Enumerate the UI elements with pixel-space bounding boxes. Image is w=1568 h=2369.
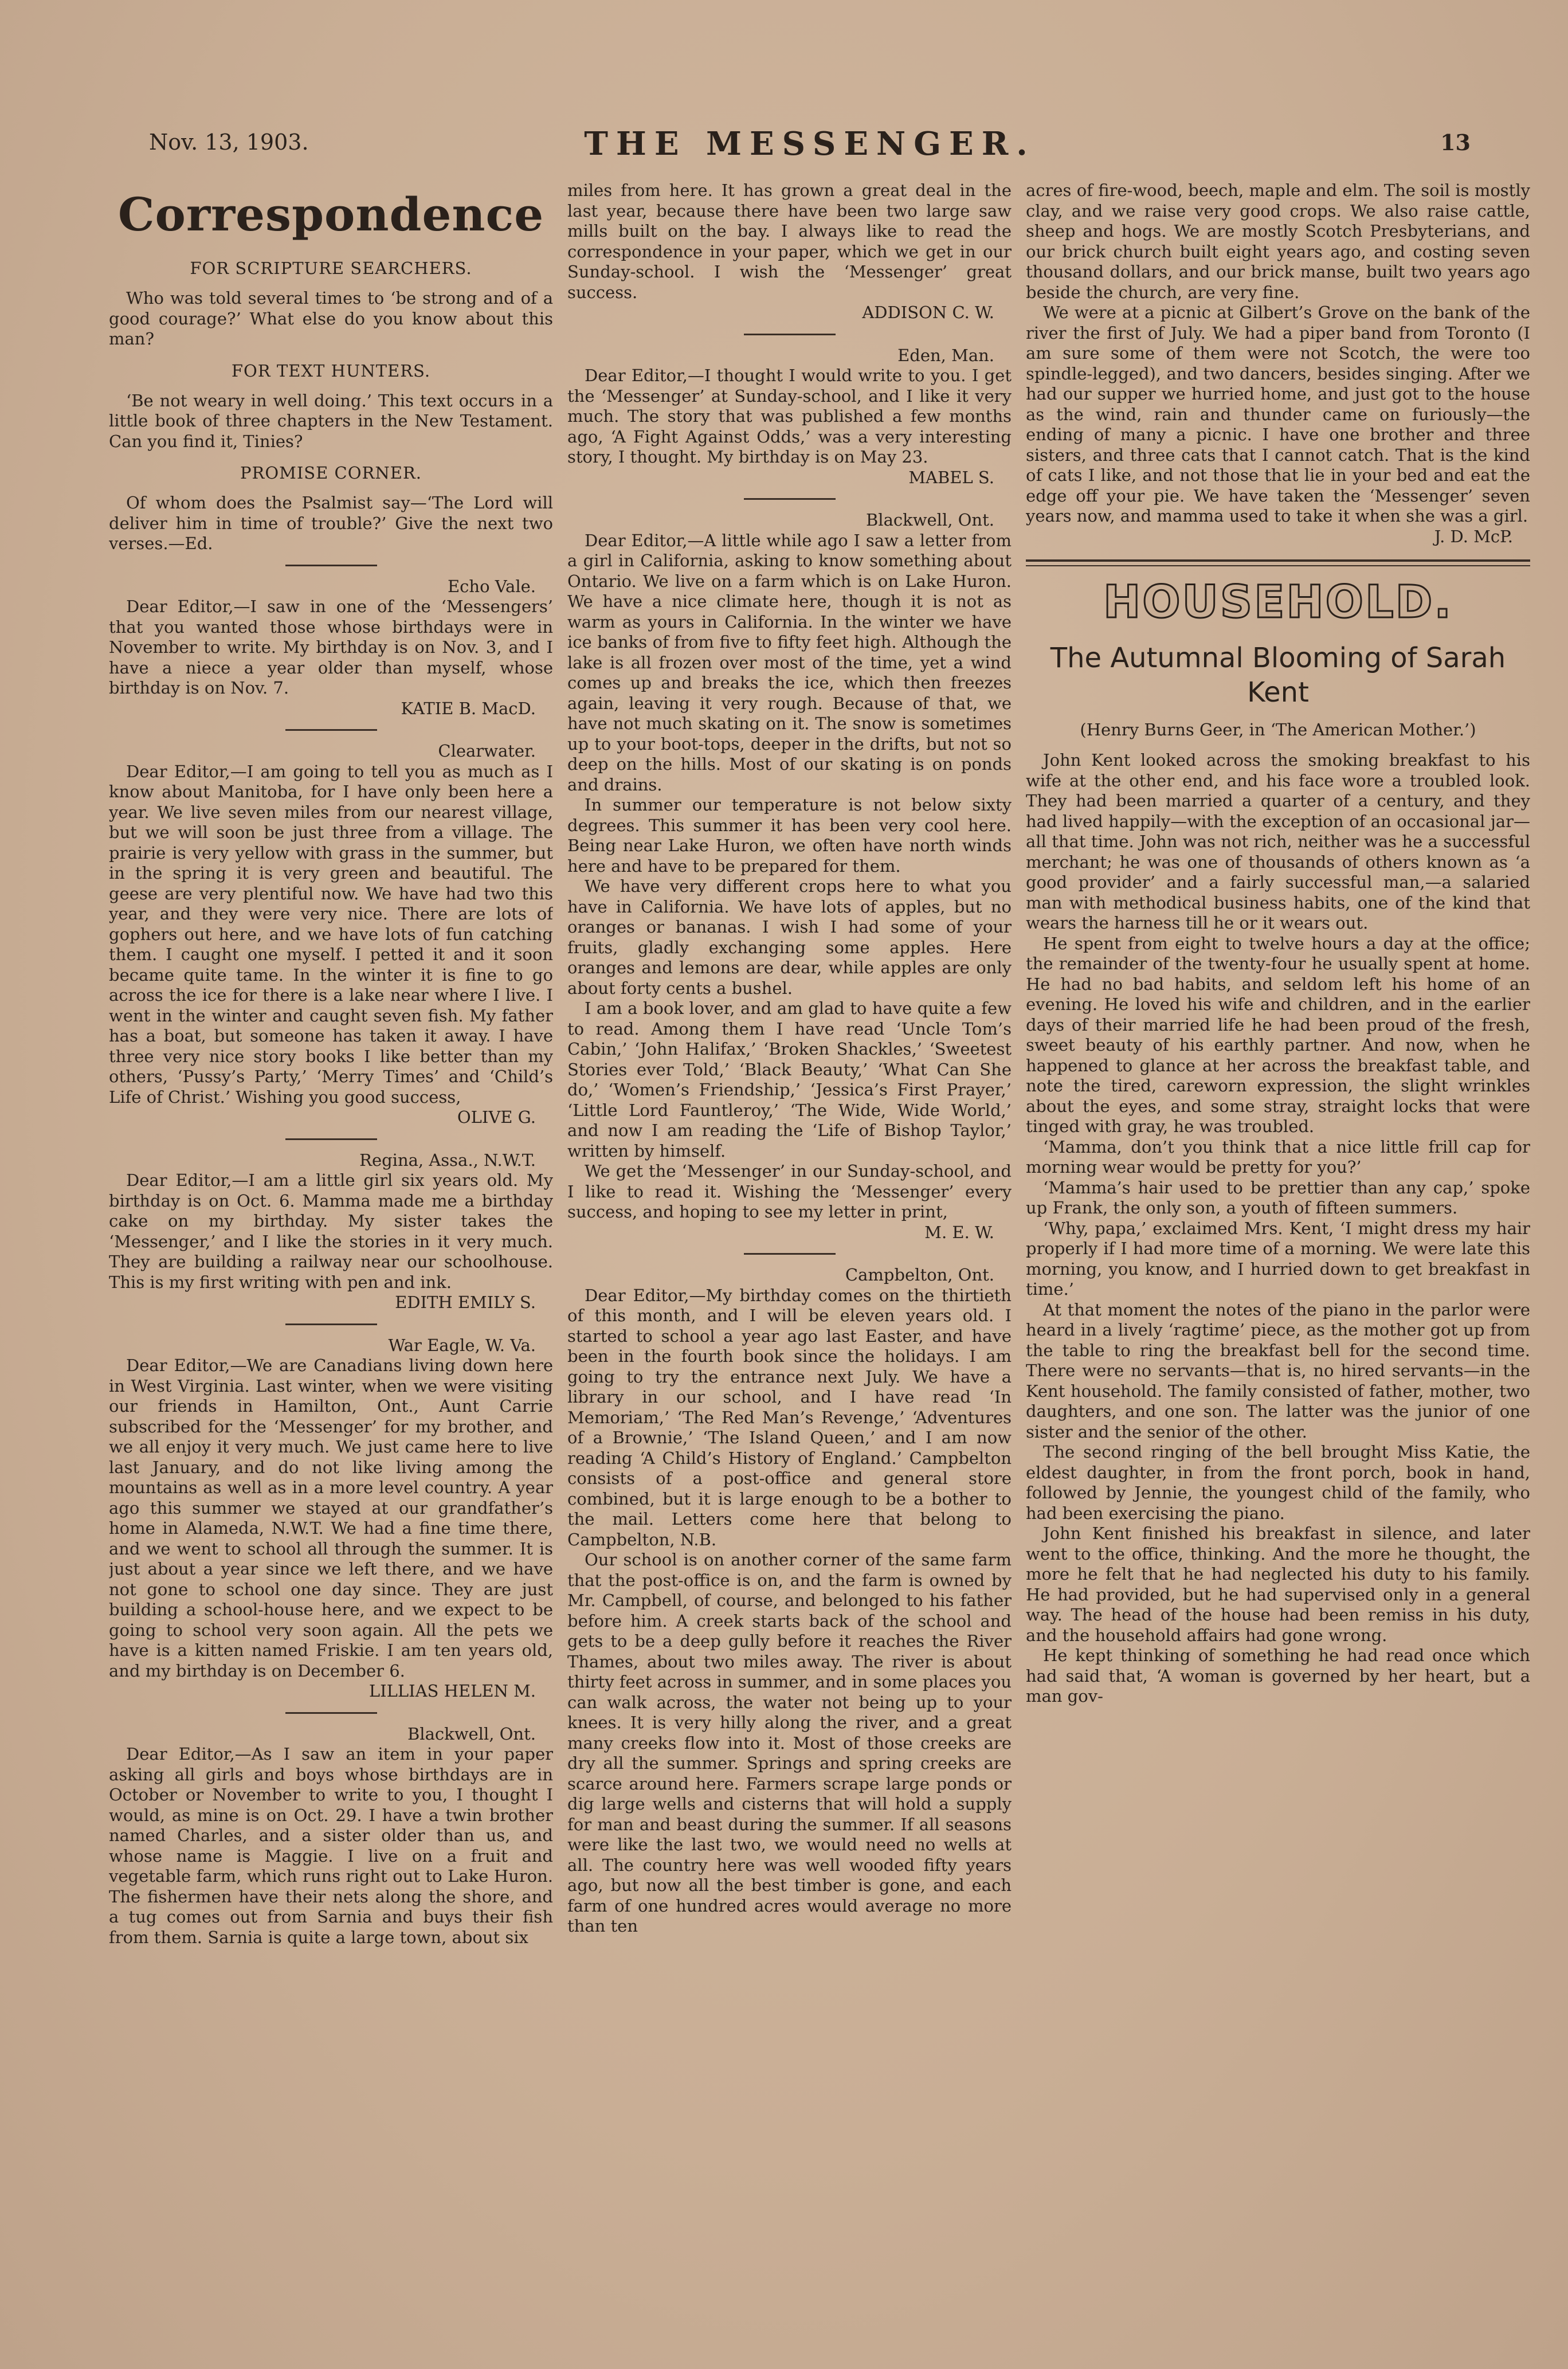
letter-place: Blackwell, Ont. [407,1724,536,1744]
divider [285,565,377,566]
letter-paragraph: Dear Editor,—A little while ago I saw a letter from a girl in California, asking to know something about Ontario. We live on a farm which is on Lake Huron. We have a nice climate here, though it is not as warm as yours in California. In the winter we have ice banks of from five to fifty feet high. Although the lake is all frozen over most of the time, yet a wind comes up and breaks the ice, which then freezes again, leaving it very rough. Because of that, we have not much skating on it. The snow is sometimes up to your boot-tops, deeper in the drifts, but not so deep on the hills. Most of our skating is on ponds and drains. [567,530,1012,794]
letter-signature: ADDISON C. W. [862,303,994,322]
text-hunters-heading: FOR TEXT HUNTERS. [231,361,431,381]
story-paragraph: John Kent finished his breakfast in silence, and later went to the office, thinking. And the more he thought, the more he felt that he had neglected his duty to his family. He had provided, but he had supervised only in a general way. The head of the house had been remiss in his duty, and the household affairs had gone wrong. [1026,1524,1530,1645]
story-paragraph: At that moment the notes of the piano in the parlor were heard in a lively ‘ragtime’ piece, as the mother got up from the table to ring the breakfast bell for the second time. There were no servants—that is, no hired servants—in the Kent household. The family consisted of father, mother, two daughters, and one son. The latter was the junior of one sister and the senior of the other. [1026,1299,1530,1442]
letter-body: Dear Editor,—I am going to tell you as much as I know about Manitoba, for I have only been here a year. We live seven miles from our nearest village, but we will soon be just three from a village. The prairie is very yellow with grass in the summer, but in the spring it is very green and beautiful. The geese are very plentiful now. We have had two this year, and they were very nice. There are lots of gophers out here, and we have lots of fun catching them. I caught one myself. I petted it and it soon became quite tame. In the winter it is fine to go across the ice for there is a lake near where I live. I went in the winter and caught seven fish. My father has a boat, but someone has taken it away. I have three very nice story books I like better than my others, ‘Pussy’s Party,’ ‘Merry Times’ and ‘Child’s Life of Christ.’ Wishing you good success, [109,761,553,1107]
column-2 [567,181,1012,2353]
section-divider [1026,565,1530,566]
divider [285,1712,377,1714]
story-paragraph: ‘Why, papa,’ exclaimed Mrs. Kent, ‘I might dress my hair properly if I had more time of a morning. We were late this morning, you know, and I hurried down to get breakfast in time.’ [1026,1218,1530,1299]
story-paragraph: He kept thinking of something he had read once which had said that, ‘A woman is governed by her heart, but a man gov- [1026,1646,1530,1706]
divider [744,1253,836,1255]
letter-signature: LILLIAS HELEN M. [369,1681,536,1701]
section-divider [1026,559,1530,562]
letter-signature: KATIE B. MacD. [401,698,536,718]
story-paragraph: The second ringing of the bell brought Miss Katie, the eldest daughter, in from the front porch, book in hand, followed by Jennie, the youngest child of the family, who had been exercising the piano. [1026,1442,1530,1523]
letter-signature: M. E. W. [924,1222,994,1242]
letter-body: Dear Editor,—I thought I would write to you. I get the ‘Messenger’ at Sunday-school, and I like it very much. The story that was published a few months ago, ‘A Fight Against Odds,’ was a very interesting story, I thought. My birthday is on May 23. [567,366,1012,467]
letter-paragraph: Our school is on another corner of the same farm that the post-office is on, and the farm is owned by Mr. Campbell, of course, and belonged to his father before him. A creek starts back of the school and gets to be a deep gully before it reaches the River Thames, about two miles away. The river is about thirty feet across in summer, and in some places you can walk across, the water not being up to your knees. It is very hilly along the river, and a great many creeks flow into it. Most of those creeks are dry all the summer. Springs and spring creeks are scarce around here. Farmers scrape large ponds or dig large wells and cisterns that will hold a supply for man and beast during the summer. If all seasons were like the last two, we would need no wells at all. The country here was well wooded fifty years ago, but now all the best timber is gone, and each farm of one hundred acres would average no more than ten [567,1550,1012,1936]
letter-paragraph: We have very different crops here to what you have in California. We have lots of apples, but no oranges or bananas. I wish I had some of your fruits, gladly exchanging some apples. Here oranges and lemons are dear, while apples are only about forty cents a bushel. [567,876,1012,998]
divider [285,1323,377,1325]
letter-body: Dear Editor,—I am a little girl six years old. My birthday is on Oct. 6. Mamma made me a birthday cake on my birthday. My sister takes the ‘Messenger,’ and I like the stories in it very much. They are building a railway near our schoolhouse. This is my first writing with pen and ink. [109,1170,553,1292]
column-3 [1026,181,1530,2353]
letter-place: Echo Vale. [448,576,536,596]
story-paragraph: He spent from eight to twelve hours a day at the office; the remainder of the twenty-four he usually spent at home. He had no bad habits, and seldom left his home of an evening. He loved his wife and children, and in the earlier days of their married life he had been proud of the fresh, sweet beauty of his earthly partner. And now, when he happened to glance at her across the breakfast table, and note the tired, careworn expression, the slight wrinkles about the eyes, and some stray, straight locks that were tinged with gray, he was troubled. [1026,933,1530,1136]
letter-place: Blackwell, Ont. [866,510,994,530]
story-paragraph: ‘Mamma, don’t you think that a nice little frill cap for morning wear would be pretty for you?’ [1026,1137,1530,1177]
story-title: The Autumnal Blooming of Sarah Kent [1050,642,1506,708]
letter-signature: EDITH EMILY S. [395,1293,536,1312]
letter-place: Clearwater. [438,741,536,761]
letter-body: Dear Editor,—As I saw an item in your paper asking all girls and boys whose birthdays are in October or November to write to you, I thought I would, as mine is on Oct. 29. I have a twin brother named Charles, and a sister older than us, and whose name is Maggie. I live on a fruit and vegetable farm, which runs right out to Lake Huron. The fishermen have their nets along the shore, and a tug comes out from Sarnia and buys their fish from them. Sarnia is quite a large town, about six [109,1744,553,1947]
divider [285,729,377,731]
story-paragraph: ‘Mamma’s hair used to be prettier than any cap,’ spoke up Frank, the only son, a youth of fifteen summers. [1026,1177,1530,1217]
letter-place: War Eagle, W. Va. [388,1335,536,1355]
letter-body: Dear Editor,—We are Canadians living down here in West Virginia. Last winter, when we were visiting our friends in Hamilton, Ont., Aunt Carrie subscribed for the ‘Messenger’ for my brother, and we all enjoy it very much. We just came here to live last January, and do not like living among the mountains as well as in a more level country. A year ago this summer we stayed at our grandfather’s home in Alameda, N.W.T. We had a fine time there, and we went to school all through the summer. It is just about a year since we left there, and we have not gone to school one day since. They are just building a school-house here, and we expect to be going to school very soon again. All the pets we have is a kitten named Friskie. I am ten years old, and my birthday is on December 6. [109,1356,553,1681]
divider [285,1138,377,1140]
story-paragraph: John Kent looked across the smoking breakfast to his wife at the other end, and his face wore a troubled look. They had been married a quarter of a century, and they had lived happily—with the exception of an occasional jar—all that time. John was not rich, neither was he a successful merchant; he was one of thousands of others known as ‘a good provider’ and a fairly successful man,—a salaried man with methodical business habits, one of the kind that wears the harness till he or it wears out. [1026,750,1530,933]
letter-paragraph: We get the ‘Messenger’ in our Sunday-school, and I like to read it. Wishing the ‘Messenger’ every success, and hoping to see my letter in print, [567,1161,1012,1221]
story-attribution: (Henry Burns Geer, in ‘The American Mother.’) [1080,720,1476,739]
page-number: 13 [1440,130,1471,155]
letter-place: Regina, Assa., N.W.T. [359,1150,536,1170]
scripture-searchers-heading: FOR SCRIPTURE SEARCHERS. [190,259,472,278]
column-1 [109,181,553,2353]
scripture-question: Who was told several times to ‘be strong and of a good courage?’ What else do you know about this man? [109,288,553,349]
masthead [149,125,1471,165]
letter-body: Dear Editor,—I saw in one of the ‘Messengers’ that you wanted those whose birthdays were in November to write. My birthday is on Nov. 3, and I have a niece a year older than myself, whose birthday is on Nov. 7. [109,597,553,698]
household-heading: HOUSEHOLD. [1103,577,1453,628]
letter-signature: OLIVE G. [457,1107,536,1127]
letter-place: Campbelton, Ont. [845,1265,994,1285]
promise-corner-question: Of whom does the Psalmist say—‘The Lord will deliver him in time of trouble?’ Give the next two verses.—Ed. [109,493,553,553]
letter-paragraph: We were at a picnic at Gilbert’s Grove on the bank of the river the first of July. We had a piper band from Toronto (I am sure some of them were not Scotch, the were too spindle-legged), and two dancers, besides singing. After we had our supper we hurried home, and just got to the house as the wind, rain and thunder came on furiously—the ending of many a picnic. I have one brother and three sisters, and three cats that I cannot catch. That is the kind of cats I like, and not those that lie in your bed and eat the edge off your pie. We have taken the ‘Messenger’ seven years now, and mamma used to take it when she was a girl. [1026,303,1530,526]
letter-paragraph: I am a book lover, and am glad to have quite a few to read. Among them I have read ‘Uncle Tom’s Cabin,’ ‘John Halifax,’ ‘Broken Shackles,’ ‘Sweetest Stories ever Told,’ ‘Black Beauty,’ ‘What Can She do,’ ‘Women’s Friendship,’ ‘Jessica’s First Prayer,’ ‘Little Lord Fauntleroy,’ ‘The Wide, Wide World,’ and now I am reading the ‘Life of Bishop Taylor,’ written by himself. [567,998,1012,1161]
article-columns [109,181,1530,2353]
divider [744,334,836,335]
divider [744,498,836,500]
promise-corner-heading: PROMISE CORNER. [240,463,422,483]
letter-signature: MABEL S. [908,467,994,487]
issue-date: Nov. 13, 1903. [149,130,309,155]
text-hunters-question: ‘Be not weary in well doing.’ This text occurs in a little book of three chapters in the New Testament. Can you find it, Tinies? [109,390,553,451]
letter-body-continued: miles from here. It has grown a great deal in the last year, because there have been two large saw mills built on the bay. I always like to read the correspondence in your paper, which we get in our Sunday-school. I wish the ‘Messenger’ great success. [567,181,1012,302]
letter-body-continued: acres of fire-wood, beech, maple and elm. The soil is mostly clay, and we raise very good crops. We also raise cattle, sheep and hogs. We are mostly Scotch Presbyterians, and our brick church built eight years ago, and costing seven thousand dollars, and our brick manse, built two years ago beside the church, are very fine. [1026,181,1530,302]
letter-place: Eden, Man. [897,345,994,365]
newspaper-title: THE MESSENGER. [584,125,1036,163]
letter-paragraph: In summer our temperature is not below sixty degrees. This summer it has been very cool here. Being near Lake Huron, we often have north winds here and have to be prepared for them. [567,795,1012,876]
letter-paragraph: Dear Editor,—My birthday comes on the thirtieth of this month, and I will be eleven years old. I started to school a year ago last Easter, and have been in the fourth book since the holidays. I am going to try the entrance next July. We have a library in our school, and I have read ‘In Memoriam,’ ‘The Red Man’s Revenge,’ ‘Adventures of a Brownie,’ ‘The Island Queen,’ and I am now reading ‘A Child’s History of England.’ Campbelton consists of a post-office and general store combined, but it is large enough to be a bother to the mail. Letters come here that belong to Campbelton, N.B. [567,1285,1012,1549]
correspondence-heading: Correspondence [117,187,544,241]
letter-signature: J. D. McP. [1434,526,1513,546]
